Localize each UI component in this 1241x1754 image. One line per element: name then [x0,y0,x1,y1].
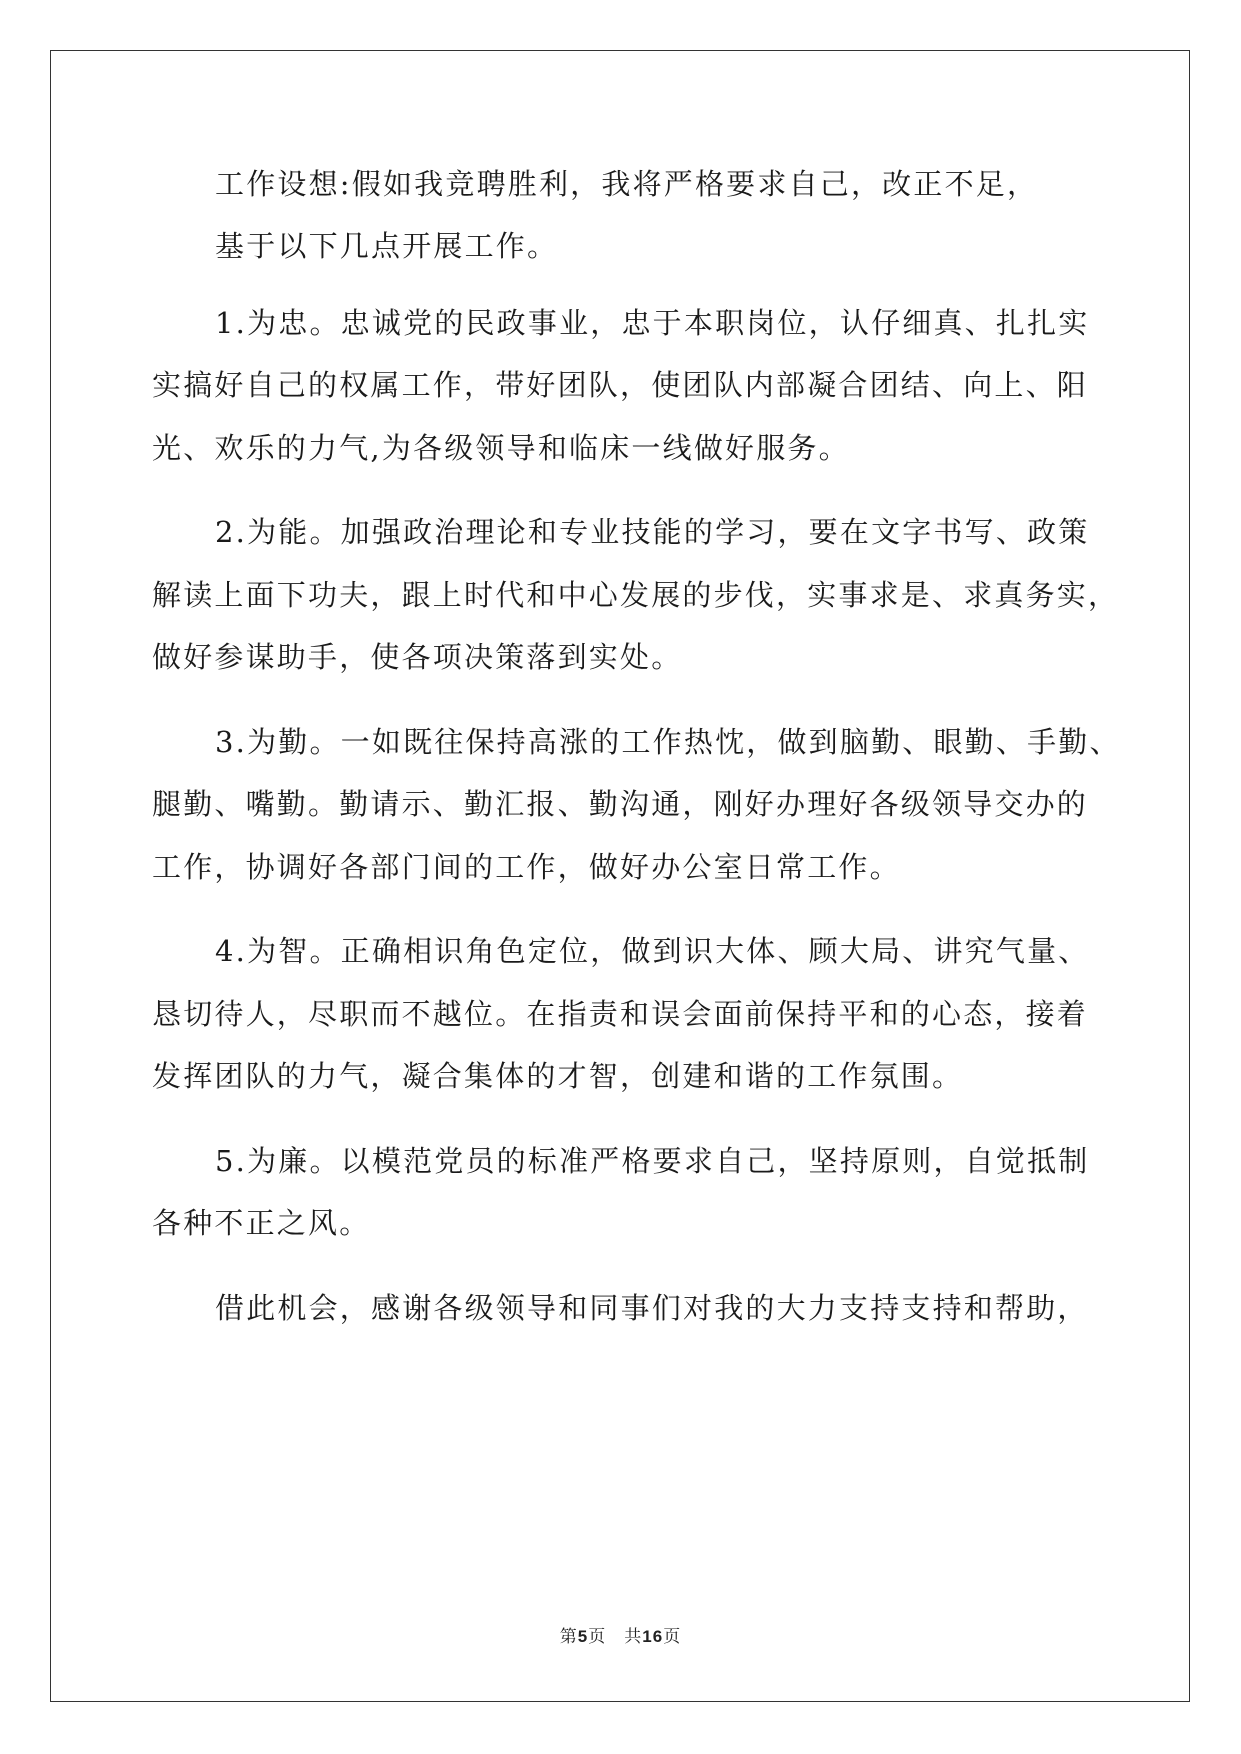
paragraph-line: 借此机会，感谢各级领导和同事们对我的大力支持支持和帮助， [215,1291,1089,1325]
paragraph-line: 发挥团队的力气，凝合集体的才智，创建和谐的工作氛围。 [152,1059,964,1093]
paragraph-line: 1.为忠。忠诚党的民政事业，忠于本职岗位，认仔细真、扎扎实 [215,306,1090,340]
paragraph-line: 解读上面下功夫，跟上时代和中心发展的步伐，实事求是、求真务实， [152,578,1120,612]
paragraph-line: 腿勤、嘴勤。勤请示、勤汇报、勤沟通，刚好办理好各级领导交办的 [152,787,1089,821]
paragraph-line: 工作设想:假如我竞聘胜利，我将严格要求自己，改正不足， [215,167,1039,201]
paragraph-line: 各种不正之风。 [152,1206,371,1240]
footer-mid: 页 共 [588,1627,643,1647]
footer-suffix: 页 [663,1627,682,1647]
total-page-count: 16 [642,1627,664,1646]
paragraph-line: 做好参谋助手，使各项决策落到实处。 [152,640,683,674]
paragraph-line: 2.为能。加强政治理论和专业技能的学习，要在文字书写、政策 [215,515,1090,549]
paragraph-line: 工作，协调好各部门间的工作，做好办公室日常工作。 [152,850,901,884]
paragraph-line: 实搞好自己的权属工作，带好团队，使团队内部凝合团结、向上、阳 [152,368,1089,402]
page-footer [0,1622,1241,1647]
paragraph-line: 恳切待人，尽职而不越位。在指责和误会面前保持平和的心态，接着 [152,997,1089,1031]
paragraph-line: 4.为智。正确相识角色定位，做到识大体、顾大局、讲究气量、 [215,934,1090,968]
paragraph-line: 3.为勤。一如既往保持高涨的工作热忱，做到脑勤、眼勤、手勤、 [215,725,1121,759]
paragraph-line: 光、欢乐的力气,为各级领导和临床一线做好服务。 [152,431,850,465]
footer-prefix: 第 [559,1627,578,1647]
paragraph-line: 5.为廉。以模范党员的标准严格要求自己，坚持原则，自觉抵制 [215,1144,1090,1178]
current-page-number: 5 [577,1627,589,1646]
paragraph-line: 基于以下几点开展工作。 [215,229,559,263]
